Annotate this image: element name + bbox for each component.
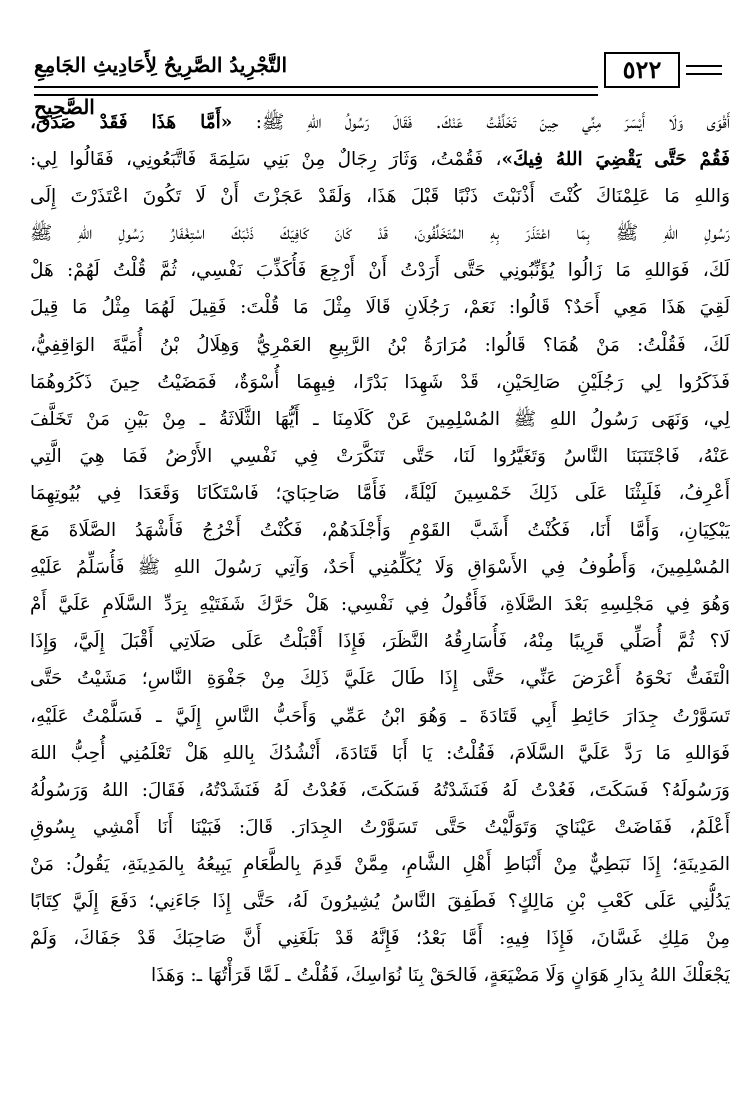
text-segment: فَذَكَرُوا لِي رَجُلَيْنِ صَالِحَيْنِ، قَدْ شَهِدَا بَدْرًا، فِيهِمَا أُسْوَةٌ، فَمَضَيْتُ حِينَ ذَكَرُوهُمَا (30, 371, 730, 393)
text-line (30, 401, 730, 438)
text-segment: وَاللهِ مَا عَلِمْنَاكَ كُنْتَ أَذْنَبْتَ ذَنْبًا قَبْلَ هَذَا، وَلَقَدْ عَجَزْتَ أَنْ لَا تَكُونَ اعْتَذَرْتَ إِلَى (30, 186, 730, 208)
text-line (30, 660, 730, 697)
text-segment: لَكَ، فَوَاللهِ مَا زَالُوا يُؤَنِّبُونِي حَتَّى أَرَدْتُ أَنْ أَرْجِعَ فَأُكَذِّبَ نَفْسِي، ثُمَّ قُلْتُ لَهُمْ: هَلْ (30, 260, 730, 282)
header-rule (34, 86, 598, 96)
text-segment: تَسَوَّرْتُ جِدَارَ حَائِطِ أَبِي قَتَادَةَ ـ وَهُوَ ابْنُ عَمِّي وَأَحَبُّ النَّاسِ إِلَيَّ ـ فَسَلَّمْتُ عَلَيْهِ، (30, 705, 730, 727)
page-number: ٥٢٢ (604, 52, 680, 88)
text-line (30, 141, 730, 178)
text-segment: لَكَ، فَقُلْتُ: مَنْ هُمَا؟ قَالُوا: مُرَارَةُ بْنُ الرَّبِيعِ العَمْرِيُّ وَهِلَالُ بْنُ أُمَيَّةَ الوَاقِفِيُّ، (30, 334, 730, 356)
text-segment: لِي، وَنَهَى رَسُولُ اللهِ ﷺ المُسْلِمِينَ عَنْ كَلَامِنَا ـ أَيُّهَا الثَّلَاثَةُ ـ مِنْ بَيْنِ مَنْ تَخَلَّفَ (30, 408, 730, 430)
text-segment: ، فَقُمْتُ، وَثَارَ رِجَالٌ مِنْ بَنِي سَلِمَةَ فَاتَّبَعُونِي، فَقَالُوا لِي: (30, 149, 502, 171)
prophet-quote-bold: «أَمَّا هَذَا فَقَدْ صَدَقَ، (30, 112, 233, 133)
text-line (30, 252, 730, 289)
text-segment: الْتَفَتُّ نَحْوَهُ أَعْرَضَ عَنِّي، حَتَّى إِذَا طَالَ عَلَيَّ ذَلِكَ مِنْ جَفْوَةِ النَّاسِ؛ مَشَيْتُ حَتَّى (30, 668, 730, 690)
text-line (30, 215, 730, 252)
text-line (30, 920, 730, 957)
text-line (30, 586, 730, 623)
text-segment: فَوَاللهِ مَا رَدَّ عَلَيَّ السَّلَامَ، فَقُلْتُ: يَا أَبَا قَتَادَةَ، أَنْشُدُكَ بِاللهِ هَلْ تَعْلَمُنِي أُحِبُّ اللهَ (30, 742, 730, 764)
text-line (30, 957, 730, 994)
text-segment: يَجْعَلْكَ اللهُ بِدَارِ هَوَانٍ وَلَا مَضْيَعَةٍ، فَالحَقْ بِنَا نُوَاسِكَ، فَقُلْتُ ـ لَمَّا قَرَأْتُهَا ـ: وَهَذَا (150, 965, 730, 987)
text-line (30, 438, 730, 475)
text-line (30, 883, 730, 920)
text-line (30, 549, 730, 586)
page-header (34, 44, 722, 119)
text-segment: لَقِيَ هَذَا مَعِي أَحَدٌ؟ قَالُوا: نَعَمْ، رَجُلَانِ قَالَا مِثْلَ مَا قُلْتَ: فَقِيلَ لَهُمَا مِثْلُ مَا قِيلَ (30, 297, 730, 319)
text-line (30, 698, 730, 735)
text-segment: وَهُوَ فِي مَجْلِسِهِ بَعْدَ الصَّلَاةِ، فَأَقُولُ فِي نَفْسِي: هَلْ حَرَّكَ شَفَتَيْهِ بِرَدِّ السَّلَامِ عَلَيَّ أَمْ (30, 594, 730, 616)
text-line (30, 364, 730, 401)
text-line (30, 512, 730, 549)
text-segment: أَعْلَمُ، فَفَاضَتْ عَيْنَايَ وَتَوَلَّيْتُ حَتَّى تَسَوَّرْتُ الجِدَارَ. قَالَ: فَبَيْنَا أَنَا أَمْشِي بِسُوقِ (30, 816, 730, 838)
text-line (30, 623, 730, 660)
text-line (30, 289, 730, 326)
text-line (30, 846, 730, 883)
text-line (30, 104, 730, 141)
text-line (30, 178, 730, 215)
hadith-text (30, 104, 730, 994)
page-number-rule (686, 65, 722, 75)
text-line (30, 327, 730, 364)
text-segment: عَنْهُ، فَاجْتَنَبَنَا النَّاسُ وَتَغَيَّرُوا لَنَا، حَتَّى تَنَكَّرَتْ فِي نَفْسِي الأَرْضُ فَمَا هِيَ الَّتِي (30, 445, 730, 467)
text-segment: لَا؟ ثُمَّ أُصَلِّي قَرِيبًا مِنْهُ، فَأُسَارِقُهُ النَّظَرَ، فَإِذَا أَقْبَلْتُ عَلَى صَلَاتِي أَقْبَلَ إِلَيَّ، وَإِذَا (30, 631, 730, 653)
book-title: التَّجْرِيدُ الصَّرِيحُ لِأَحَادِيثِ الجَامِعِ الصَّحِيحِ (34, 53, 288, 119)
text-line (30, 475, 730, 512)
text-segment: أَقْوَى وَلَا أَيْسَرَ مِنِّي حِينَ تَخَلَّفْتُ عَنْكَ. فَقَالَ رَسُولُ اللهِ ﷺ: (232, 112, 730, 133)
text-segment: المَدِينَةِ؛ إِذَا نَبَطِيٌّ مِنْ أَنْبَاطِ أَهْلِ الشَّامِ، مِمَّنْ قَدِمَ بِالطَّعَامِ يَبِيعُهُ بِالمَدِينَةِ، يَقُولُ: مَنْ (30, 853, 730, 875)
text-line (30, 772, 730, 809)
text-segment: وَرَسُولَهُ؟ فَسَكَتَ، فَعُدْتُ لَهُ فَنَشَدْتُهُ فَسَكَتَ، فَعُدْتُ لَهُ فَنَشَدْتُهُ، فَقَالَ: اللهُ وَرَسُولُهُ (30, 779, 730, 801)
prophet-quote-bold: فَقُمْ حَتَّى يَقْضِيَ اللهُ فِيكَ» (501, 149, 730, 171)
text-segment: أَعْرِفُ، فَلَبِثْنَا عَلَى ذَلِكَ خَمْسِينَ لَيْلَةً، فَأَمَّا صَاحِبَايَ؛ فَاسْتَكَانَا وَقَعَدَا فِي بُيُوتِهِمَا (30, 482, 730, 504)
text-line (30, 809, 730, 846)
text-segment: رَسُولِ اللهِ ﷺ بِمَا اعْتَذَرَ بِهِ المُتَخَلِّفُونَ، قَدْ كَانَ كَافِيَكَ ذَنْبَكَ اسْتِغْفَارُ رَسُولِ اللهِ ﷺ (30, 223, 730, 245)
text-segment: مِنْ مَلِكِ غَسَّانَ، فَإِذَا فِيهِ: أَمَّا بَعْدُ؛ فَإِنَّهُ قَدْ بَلَغَنِي أَنَّ صَاحِبَكَ قَدْ جَفَاكَ، وَلَمْ (30, 928, 730, 950)
text-segment: المُسْلِمِينَ، وَأَطُوفُ فِي الأَسْوَاقِ وَلَا يُكَلِّمُنِي أَحَدٌ، وَآتِي رَسُولَ اللهِ ﷺ فَأُسَلِّمُ عَلَيْهِ (30, 557, 730, 579)
text-segment: يَدُلُّنِي عَلَى كَعْبِ بْنِ مَالِكٍ؟ فَطَفِقَ النَّاسُ يُشِيرُونَ لَهُ، حَتَّى إِذَا جَاءَنِي؛ دَفَعَ إِلَيَّ كِتَابًا (30, 890, 730, 912)
text-segment: يَبْكِيَانِ، وَأَمَّا أَنَا، فَكُنْتُ أَشَبَّ القَوْمِ وَأَجْلَدَهُمْ، فَكُنْتُ أَخْرُجُ فَأَشْهَدُ الصَّلَاةَ مَعَ (30, 520, 730, 542)
text-line (30, 735, 730, 772)
